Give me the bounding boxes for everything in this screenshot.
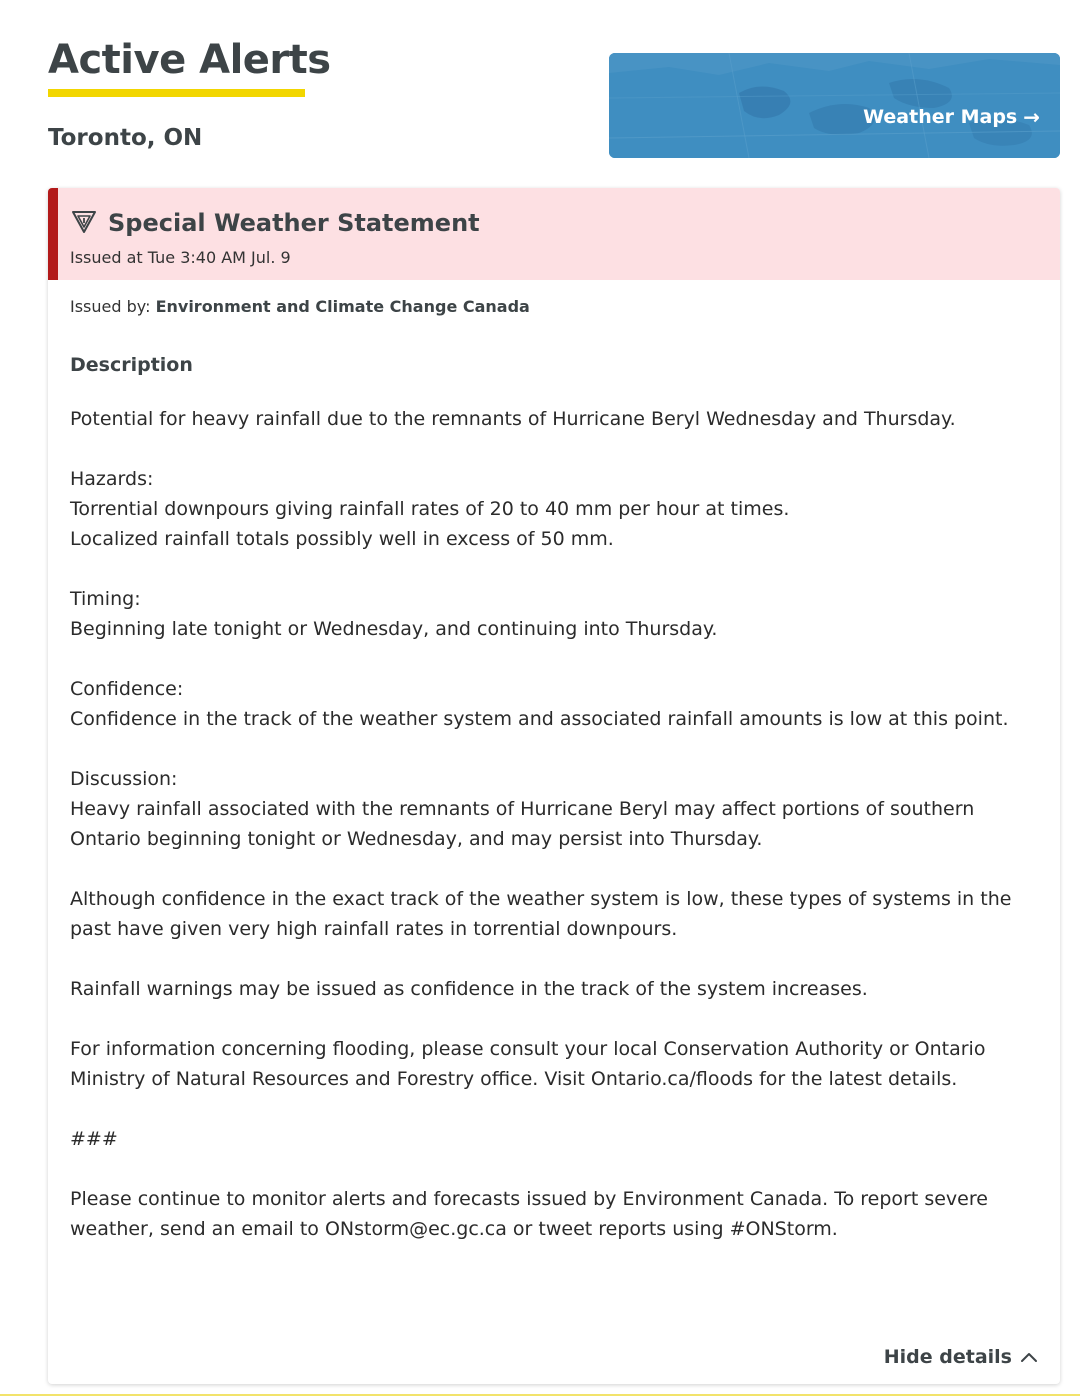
alert-card bbox=[48, 188, 1060, 1384]
location-label: Toronto, ON bbox=[48, 125, 203, 151]
warning-shield-icon bbox=[70, 207, 98, 239]
description-paragraph: Although confidence in the exact track of the weather system is low, these types of systems in the past have given very high rainfall rates in torrential downpours. bbox=[70, 888, 1012, 940]
description-paragraph: Discussion: Heavy rainfall associated with the remnants of Hurricane Beryl may affect portions of southern Ontario beginning tonight or Wednesday, and may persist into Thursday. bbox=[70, 768, 975, 850]
description-paragraph: Confidence: Confidence in the track of the weather system and associated rainfall amounts is low at this point. bbox=[70, 678, 1009, 730]
alert-title: Special Weather Statement bbox=[108, 209, 480, 237]
weather-maps-label bbox=[863, 106, 1040, 128]
arrow-right-icon: → bbox=[1023, 105, 1040, 129]
description-paragraph: Potential for heavy rainfall due to the remnants of Hurricane Beryl Wednesday and Thursday. bbox=[70, 408, 956, 430]
issuer-name: Environment and Climate Change Canada bbox=[155, 297, 530, 316]
description-heading: Description bbox=[70, 354, 193, 376]
description-text bbox=[70, 404, 1040, 1244]
alert-header bbox=[48, 188, 1060, 280]
hide-details-button[interactable] bbox=[884, 1346, 1038, 1368]
description-paragraph: ### bbox=[70, 1128, 118, 1150]
description-paragraph: Hazards: Torrential downpours giving rainfall rates of 20 to 40 mm per hour at times. Localized rainfall totals possibly well in excess of 50 mm. bbox=[70, 468, 790, 550]
page-title: Active Alerts bbox=[48, 37, 331, 83]
weather-maps-text: Weather Maps bbox=[863, 106, 1018, 128]
alert-title-row bbox=[70, 206, 480, 240]
title-underline bbox=[48, 89, 305, 97]
hide-details-label: Hide details bbox=[883, 1346, 1012, 1368]
description-paragraph: Rainfall warnings may be issued as confidence in the track of the system increases. bbox=[70, 978, 868, 1000]
weather-maps-button[interactable] bbox=[609, 53, 1060, 158]
description-paragraph: Timing: Beginning late tonight or Wednesday, and continuing into Thursday. bbox=[70, 588, 718, 640]
issued-by-label: Issued by: bbox=[70, 297, 151, 316]
alert-issued-time: Issued at Tue 3:40 AM Jul. 9 bbox=[70, 248, 291, 267]
description-paragraph: Please continue to monitor alerts and forecasts issued by Environment Canada. To report severe weather, send an email to ONstorm@ec.gc.ca or tweet reports using #ONStorm. bbox=[70, 1188, 988, 1240]
description-paragraph: For information concerning flooding, please consult your local Conservation Authority or Ontario Ministry of Natural Resources and Forestry office. Visit Ontario.ca/floods for the latest details. bbox=[70, 1038, 986, 1090]
chevron-up-icon bbox=[1020, 1346, 1038, 1368]
alert-body bbox=[70, 294, 1040, 1274]
issued-by-line bbox=[70, 294, 1040, 320]
